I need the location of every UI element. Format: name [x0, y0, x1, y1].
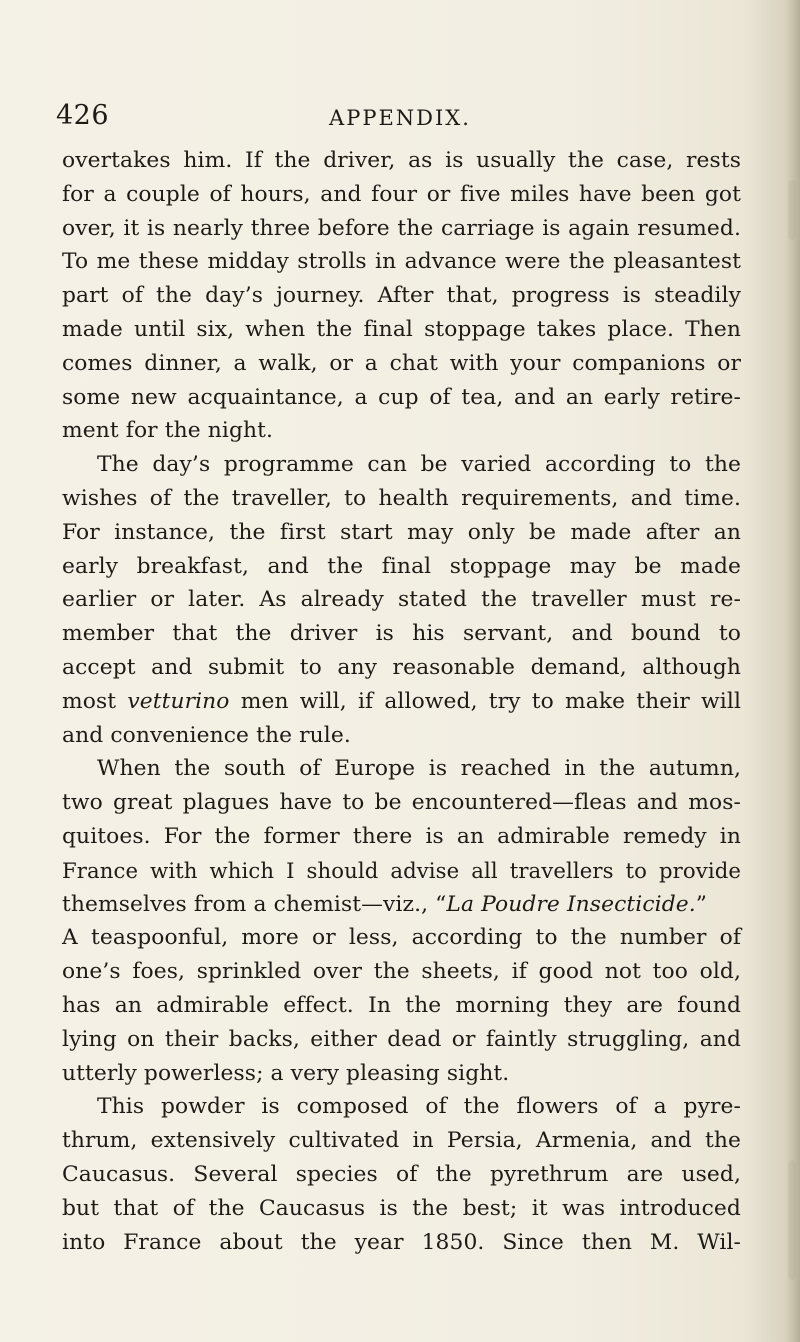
text-line: has an admirable effect. In the morning they are found	[62, 992, 741, 1018]
text-run: most	[62, 688, 117, 714]
text-line-with-italic	[62, 888, 741, 922]
text-line: early breakfast, and the final stoppage may be made	[62, 553, 741, 579]
text-line: ment for the night.	[62, 418, 274, 444]
text-line: two great plagues have to be encountered—fleas and mos-	[62, 790, 741, 816]
text-run: themselves from a chemist—viz., “	[62, 891, 447, 917]
text-line: for a couple of hours, and four or five miles have been got	[62, 181, 741, 207]
text-line: one’s foes, sprinkled over the sheets, if good not too old,	[62, 959, 741, 985]
text-run: ”	[695, 891, 708, 917]
text-line: earlier or later. As already stated the traveller must re-	[62, 587, 741, 613]
text-line: lying on their backs, either dead or faintly struggling, and	[62, 1026, 741, 1052]
text-line: To me these midday strolls in advance were the pleasantest	[62, 249, 741, 275]
text-line: member that the driver is his servant, and bound to	[62, 621, 741, 647]
text-line: some new acquaintance, a cup of tea, and an early retire-	[62, 384, 741, 410]
text-line-with-italic	[62, 685, 741, 719]
text-line: For instance, the first start may only be made after an	[62, 519, 741, 545]
paragraph-start-line: When the south of Europe is reached in the autumn,	[97, 756, 741, 782]
text-run: men will, if allowed, try to make their will	[240, 688, 742, 714]
text-line: utterly powerless; a very pleasing sight.	[62, 1060, 510, 1086]
text-line: A teaspoonful, more or less, according to the number of	[62, 925, 741, 951]
text-line: accept and submit to any reasonable demand, although	[62, 654, 741, 680]
text-line: into France about the year 1850. Since then M. Wil-	[62, 1229, 741, 1255]
paper-stain	[788, 1160, 796, 1280]
page-number: 426	[56, 100, 110, 131]
text-line: part of the day’s journey. After that, progress is steadily	[62, 283, 741, 309]
running-head: APPENDIX.	[329, 106, 471, 130]
text-line: thrum, extensively cultivated in Persia, Armenia, and the	[62, 1128, 741, 1154]
italic-word: vetturino	[127, 688, 230, 714]
text-line: France with which I should advise all travellers to provide	[62, 857, 741, 883]
text-line: and convenience the rule.	[62, 722, 351, 748]
text-line: over, it is nearly three before the carriage is again resumed.	[62, 215, 741, 241]
text-line: made until six, when the final stoppage takes place. Then	[62, 316, 741, 342]
text-line: wishes of the traveller, to health requirements, and time.	[62, 485, 741, 511]
paper-stain	[788, 180, 796, 240]
text-line: comes dinner, a walk, or a chat with your companions or	[62, 350, 741, 376]
text-line: Caucasus. Several species of the pyrethrum are used,	[62, 1161, 741, 1187]
text-line: overtakes him. If the driver, as is usually the case, rests	[62, 148, 741, 173]
text-line: quitoes. For the former there is an admirable remedy in	[62, 823, 741, 849]
body-text	[62, 144, 741, 1259]
paragraph-start-line: The day’s programme can be varied according to the	[97, 452, 741, 478]
page-header	[56, 96, 744, 136]
text-line: but that of the Caucasus is the best; it was introduced	[62, 1195, 741, 1221]
paragraph-start-line: This powder is composed of the flowers of a pyre-	[97, 1094, 741, 1120]
italic-product-name: La Poudre Insecticide.	[446, 891, 696, 917]
